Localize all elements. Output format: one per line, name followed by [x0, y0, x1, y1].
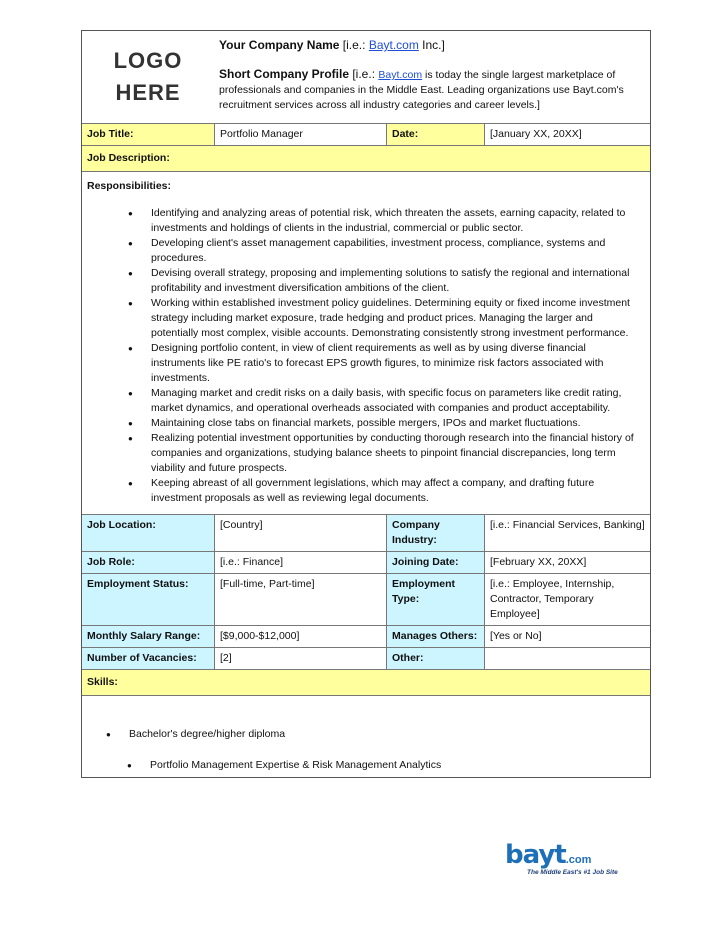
job-role-label: Job Role: — [82, 552, 214, 573]
list-item: ● Managing market and credit risks on a daily basis, with specific focus on parameters like credit rating, market dynamics, and operational overheads associated with companies and product acceptability. — [128, 386, 640, 416]
employment-type-label: Employment Type: — [386, 574, 484, 625]
responsibilities-label: Responsibilities: — [87, 180, 172, 192]
skills-section — [82, 696, 650, 777]
company-industry-label: Company Industry: — [386, 515, 484, 551]
salary-range-label: Monthly Salary Range: — [82, 626, 214, 647]
company-name-prefix: [i.e.: — [339, 38, 369, 52]
job-role-value: [i.e.: Finance] — [214, 552, 386, 573]
logo-text-line2: HERE — [115, 80, 181, 105]
list-item: ● Working within established investment policy guidelines. Determining equity or fixed income investment strategy including market exposure, trade hedging and product prices. Managing the larger and potentially most complex, visible accounts. Demonstrating consistently strong investment performance. — [128, 296, 640, 341]
job-title-row — [82, 124, 650, 146]
job-description-row — [82, 146, 650, 172]
employment-type-value: [i.e.: Employee, Internship, Contractor, Temporary Employee] — [484, 574, 650, 625]
company-profile — [219, 67, 645, 113]
company-name-link[interactable]: Bayt.com — [368, 38, 419, 52]
company-name-line — [219, 37, 645, 53]
details-row — [82, 574, 650, 626]
logo-placeholder — [82, 31, 214, 123]
details-row — [82, 648, 650, 670]
salary-range-value: [$9,000-$12,000] — [214, 626, 386, 647]
company-profile-prefix: [i.e.: — [349, 67, 379, 81]
details-row — [82, 515, 650, 552]
company-name-label: Your Company Name — [219, 38, 340, 52]
job-location-value: [Country] — [214, 515, 386, 551]
job-location-label: Job Location: — [82, 515, 214, 551]
joining-date-value: [February XX, 20XX] — [484, 552, 650, 573]
list-item: ● Identifying and analyzing areas of potential risk, which threaten the assets, earning capacity, related to investments and holdings of clients in the industrial, commercial or public sector. — [128, 206, 640, 236]
employment-status-value: [Full-time, Part-time] — [214, 574, 386, 625]
company-profile-text: is today the single largest marketplace of professionals and companies in the Middle East. Leading organizations use Bayt.com's recruitment services across all industry categories and career levels.] — [219, 69, 624, 111]
company-info — [214, 31, 650, 123]
job-description-form — [81, 30, 651, 778]
list-item: ● Developing client's asset management capabilities, investment process, compliance, systems and procedures. — [128, 236, 640, 266]
company-header — [82, 31, 650, 124]
job-title-value: Portfolio Manager — [214, 124, 386, 145]
date-label: Date: — [386, 124, 484, 145]
responsibilities-list — [82, 197, 650, 514]
list-item: ● Portfolio Management Expertise & Risk Management Analytics — [150, 758, 441, 773]
employment-status-label: Employment Status: — [82, 574, 214, 625]
list-item: ● Realizing potential investment opportunities by conducting thorough research into the financial history of companies and organizations, studying balance sheets to pinpoint financial discrepancies, long term viability and future prospects. — [128, 431, 640, 476]
skills-list — [82, 696, 441, 777]
joining-date-label: Joining Date: — [386, 552, 484, 573]
manages-others-label: Manages Others: — [386, 626, 484, 647]
vacancies-value: [2] — [214, 648, 386, 669]
company-industry-value: [i.e.: Financial Services, Banking] — [484, 515, 650, 551]
job-title-label: Job Title: — [82, 124, 214, 145]
company-profile-label: Short Company Profile — [219, 67, 350, 81]
bayt-tagline: The Middle East's #1 Job Site — [527, 869, 618, 876]
list-item: ● Maintaining close tabs on financial markets, possible mergers, IPOs and market fluctuations. — [128, 416, 640, 431]
company-name-suffix: Inc.] — [418, 38, 445, 52]
details-row — [82, 626, 650, 648]
logo-text-line1: LOGO — [113, 48, 183, 73]
bayt-logo — [505, 842, 645, 878]
vacancies-label: Number of Vacancies: — [82, 648, 214, 669]
details-row — [82, 552, 650, 574]
other-label: Other: — [386, 648, 484, 669]
responsibilities-section — [82, 172, 650, 515]
skills-label: Skills: — [82, 670, 650, 695]
job-description-label: Job Description: — [82, 146, 650, 171]
manages-others-value: [Yes or No] — [484, 626, 650, 647]
list-item: ● Designing portfolio content, in view of client requirements as well as by using diverse financial instruments like PE ratio's to forecast EPS growth figures, to minimize risk factors associated with investments. — [128, 341, 640, 386]
list-item: ● Keeping abreast of all government legislations, which may affect a company, and drafting future investment proposals as well as reviewing legal documents. — [128, 476, 640, 506]
list-item: ● Bachelor's degree/higher diploma — [129, 727, 441, 742]
company-profile-link[interactable]: Bayt.com — [378, 69, 423, 81]
bayt-logo-text: bayt — [505, 840, 566, 870]
bayt-logo-com: .com — [565, 854, 592, 866]
list-item: ● Devising overall strategy, proposing and implementing solutions to satisfy the regional and international profitability and investment diversification ambitions of the client. — [128, 266, 640, 296]
other-value — [484, 648, 650, 669]
date-value: [January XX, 20XX] — [484, 124, 650, 145]
skills-header-row — [82, 670, 650, 696]
